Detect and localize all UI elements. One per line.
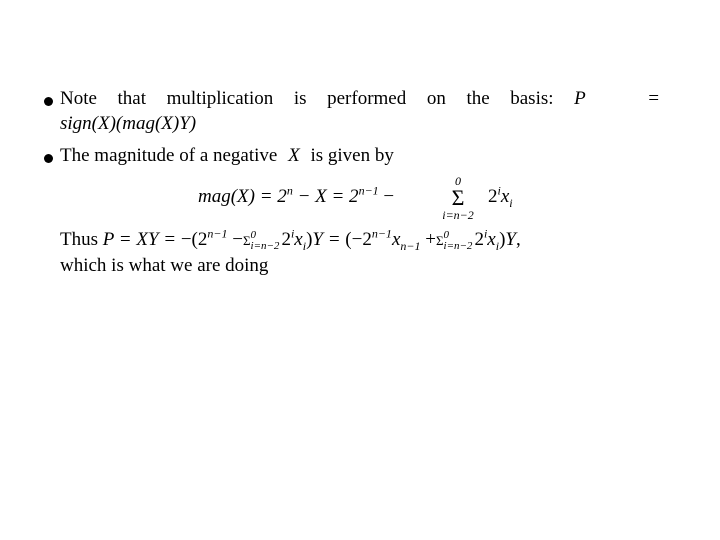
- word: performed: [327, 88, 407, 109]
- sum-operator: [440, 174, 476, 222]
- word: that: [117, 88, 147, 109]
- word: the: [466, 88, 490, 109]
- bullet-1-line-1: [60, 88, 660, 110]
- bullet-dot-1: [44, 97, 53, 106]
- sigma-symbol: Σ: [451, 185, 465, 210]
- conclusion-math: P = XY = $-(2^{n-1} -\Sigma$ 0 i=n−2 $2^ix_i)Y = (-2^{n-1}x_{n-1} +\Sigma$ 0 i=n−2 $2^ix_i)Y$,: [102, 226, 521, 253]
- sum-upper-limit: 0: [455, 174, 461, 188]
- sum-term: $2^ix_i$: [488, 183, 513, 210]
- thus-word: Thus: [60, 229, 98, 250]
- bullet-2-text: The magnitude of a negative X is given by: [60, 145, 394, 166]
- math-var-x: X: [288, 145, 300, 166]
- display-equation: $mag(X) = 2^n - X = 2^{n-1}$ −: [198, 183, 399, 207]
- bullet-dot-2: [44, 154, 53, 163]
- conclusion-line-1: [60, 226, 521, 253]
- word: on: [426, 88, 446, 109]
- word: is: [293, 88, 307, 109]
- sum-lower-limit: i=n−2: [442, 208, 474, 222]
- word: multiplication: [166, 88, 274, 109]
- bullet-1-line-2-math: sign(X)(mag(X)Y): [60, 113, 197, 134]
- math-p-equals: P =: [574, 88, 660, 109]
- conclusion-line-2: which is what we are doing: [60, 255, 269, 276]
- word: basis:: [510, 88, 554, 109]
- word: Note: [60, 88, 97, 109]
